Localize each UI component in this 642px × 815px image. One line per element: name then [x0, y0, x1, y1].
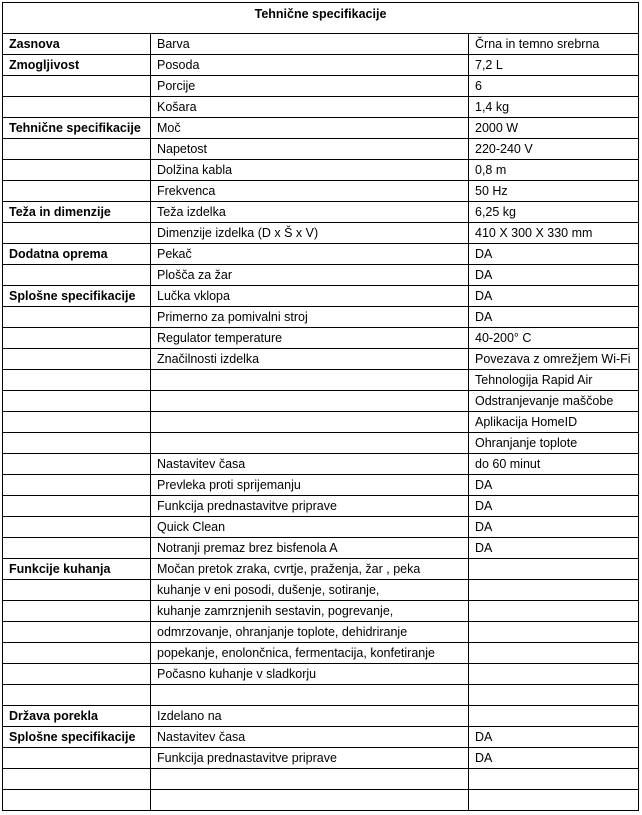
- category-cell: Dodatna oprema: [3, 244, 151, 265]
- spec-cell: Nastavitev časa: [151, 727, 469, 748]
- table-row: [3, 55, 639, 76]
- category-cell: [3, 139, 151, 160]
- spec-cell: [151, 769, 469, 790]
- value-cell: Aplikacija HomeID: [469, 412, 639, 433]
- spec-cell: Napetost: [151, 139, 469, 160]
- table-row: [3, 34, 639, 55]
- table-row: [3, 139, 639, 160]
- category-cell: [3, 97, 151, 118]
- table-row: [3, 76, 639, 97]
- table-row: [3, 286, 639, 307]
- value-cell: 6,25 kg: [469, 202, 639, 223]
- value-cell: 1,4 kg: [469, 97, 639, 118]
- category-cell: [3, 370, 151, 391]
- spec-cell: Funkcija prednastavitve priprave: [151, 496, 469, 517]
- value-cell: DA: [469, 748, 639, 769]
- category-cell: [3, 517, 151, 538]
- table-row: [3, 475, 639, 496]
- title-row: [3, 3, 639, 34]
- category-cell: [3, 265, 151, 286]
- spec-cell: [151, 790, 469, 811]
- table-row: [3, 412, 639, 433]
- table-row: [3, 790, 639, 811]
- spec-cell: Dimenzije izdelka (D x Š x V): [151, 223, 469, 244]
- table-row: [3, 391, 639, 412]
- category-cell: [3, 307, 151, 328]
- table-row: [3, 622, 639, 643]
- category-cell: [3, 580, 151, 601]
- value-cell: [469, 664, 639, 685]
- category-cell: [3, 685, 151, 706]
- spec-cell: Lučka vklopa: [151, 286, 469, 307]
- value-cell: DA: [469, 517, 639, 538]
- category-cell: Splošne specifikacije: [3, 286, 151, 307]
- value-cell: [469, 790, 639, 811]
- spec-cell: Porcije: [151, 76, 469, 97]
- spec-cell: Izdelano na: [151, 706, 469, 727]
- value-cell: 40-200° C: [469, 328, 639, 349]
- value-cell: [469, 685, 639, 706]
- value-cell: 0,8 m: [469, 160, 639, 181]
- value-cell: do 60 minut: [469, 454, 639, 475]
- spec-cell: Barva: [151, 34, 469, 55]
- category-cell: [3, 433, 151, 454]
- category-cell: [3, 391, 151, 412]
- category-cell: [3, 790, 151, 811]
- category-cell: Zmogljivost: [3, 55, 151, 76]
- table-row: [3, 517, 639, 538]
- table-row: [3, 181, 639, 202]
- spec-cell: Značilnosti izdelka: [151, 349, 469, 370]
- value-cell: Črna in temno srebrna: [469, 34, 639, 55]
- table-row: [3, 601, 639, 622]
- spec-cell: Notranji premaz brez bisfenola A: [151, 538, 469, 559]
- value-cell: [469, 769, 639, 790]
- category-cell: [3, 622, 151, 643]
- spec-cell: [151, 370, 469, 391]
- category-cell: Splošne specifikacije: [3, 727, 151, 748]
- category-cell: Država porekla: [3, 706, 151, 727]
- table-row: [3, 496, 639, 517]
- table-row: [3, 433, 639, 454]
- category-cell: [3, 748, 151, 769]
- table-row: [3, 685, 639, 706]
- spec-cell: [151, 433, 469, 454]
- table-row: [3, 328, 639, 349]
- spec-cell: Nastavitev časa: [151, 454, 469, 475]
- category-cell: [3, 412, 151, 433]
- specifications-body: [3, 3, 639, 811]
- table-row: [3, 97, 639, 118]
- table-row: [3, 559, 639, 580]
- table-row: [3, 244, 639, 265]
- table-row: [3, 349, 639, 370]
- spec-cell: kuhanje v eni posodi, dušenje, sotiranje,: [151, 580, 469, 601]
- table-row: [3, 769, 639, 790]
- value-cell: DA: [469, 265, 639, 286]
- table-row: [3, 118, 639, 139]
- category-cell: [3, 475, 151, 496]
- category-cell: [3, 601, 151, 622]
- table-row: [3, 223, 639, 244]
- value-cell: DA: [469, 727, 639, 748]
- value-cell: [469, 559, 639, 580]
- spec-cell: Močan pretok zraka, cvrtje, praženja, žar , peka: [151, 559, 469, 580]
- category-cell: [3, 328, 151, 349]
- spec-cell: [151, 685, 469, 706]
- value-cell: 50 Hz: [469, 181, 639, 202]
- value-cell: DA: [469, 307, 639, 328]
- value-cell: Tehnologija Rapid Air: [469, 370, 639, 391]
- table-row: [3, 307, 639, 328]
- table-row: [3, 706, 639, 727]
- specifications-table: [2, 2, 639, 811]
- value-cell: 220-240 V: [469, 139, 639, 160]
- category-cell: Tehnične specifikacije: [3, 118, 151, 139]
- value-cell: DA: [469, 244, 639, 265]
- category-cell: Funkcije kuhanja: [3, 559, 151, 580]
- table-row: [3, 580, 639, 601]
- table-title: Tehnične specifikacije: [3, 3, 639, 34]
- category-cell: [3, 160, 151, 181]
- spec-cell: Posoda: [151, 55, 469, 76]
- category-cell: [3, 664, 151, 685]
- category-cell: [3, 76, 151, 97]
- value-cell: [469, 622, 639, 643]
- spec-cell: Moč: [151, 118, 469, 139]
- spec-cell: Košara: [151, 97, 469, 118]
- value-cell: [469, 706, 639, 727]
- value-cell: 410 X 300 X 330 mm: [469, 223, 639, 244]
- spec-cell: Dolžina kabla: [151, 160, 469, 181]
- category-cell: Zasnova: [3, 34, 151, 55]
- spec-cell: popekanje, enolončnica, fermentacija, konfetiranje: [151, 643, 469, 664]
- category-cell: [3, 496, 151, 517]
- spec-cell: Pekač: [151, 244, 469, 265]
- spec-cell: Počasno kuhanje v sladkorju: [151, 664, 469, 685]
- spec-cell: kuhanje zamrznjenih sestavin, pogrevanje,: [151, 601, 469, 622]
- table-row: [3, 370, 639, 391]
- table-row: [3, 265, 639, 286]
- category-cell: [3, 454, 151, 475]
- table-row: [3, 202, 639, 223]
- spec-cell: Frekvenca: [151, 181, 469, 202]
- category-cell: [3, 643, 151, 664]
- category-cell: [3, 181, 151, 202]
- table-row: [3, 160, 639, 181]
- value-cell: DA: [469, 496, 639, 517]
- table-row: [3, 454, 639, 475]
- value-cell: 7,2 L: [469, 55, 639, 76]
- spec-cell: Teža izdelka: [151, 202, 469, 223]
- value-cell: 2000 W: [469, 118, 639, 139]
- value-cell: [469, 643, 639, 664]
- category-cell: [3, 349, 151, 370]
- value-cell: DA: [469, 538, 639, 559]
- category-cell: [3, 769, 151, 790]
- value-cell: Povezava z omrežjem Wi-Fi: [469, 349, 639, 370]
- table-row: [3, 727, 639, 748]
- table-row: [3, 748, 639, 769]
- table-row: [3, 538, 639, 559]
- value-cell: DA: [469, 475, 639, 496]
- spec-cell: Plošča za žar: [151, 265, 469, 286]
- category-cell: [3, 538, 151, 559]
- value-cell: Ohranjanje toplote: [469, 433, 639, 454]
- category-cell: [3, 223, 151, 244]
- value-cell: DA: [469, 286, 639, 307]
- table-row: [3, 643, 639, 664]
- category-cell: Teža in dimenzije: [3, 202, 151, 223]
- spec-cell: Prevleka proti sprijemanju: [151, 475, 469, 496]
- value-cell: Odstranjevanje maščobe: [469, 391, 639, 412]
- spec-cell: [151, 412, 469, 433]
- spec-cell: [151, 391, 469, 412]
- spec-cell: Quick Clean: [151, 517, 469, 538]
- value-cell: [469, 580, 639, 601]
- spec-cell: Primerno za pomivalni stroj: [151, 307, 469, 328]
- spec-cell: odmrzovanje, ohranjanje toplote, dehidriranje: [151, 622, 469, 643]
- value-cell: 6: [469, 76, 639, 97]
- spec-cell: Regulator temperature: [151, 328, 469, 349]
- table-row: [3, 664, 639, 685]
- value-cell: [469, 601, 639, 622]
- spec-cell: Funkcija prednastavitve priprave: [151, 748, 469, 769]
